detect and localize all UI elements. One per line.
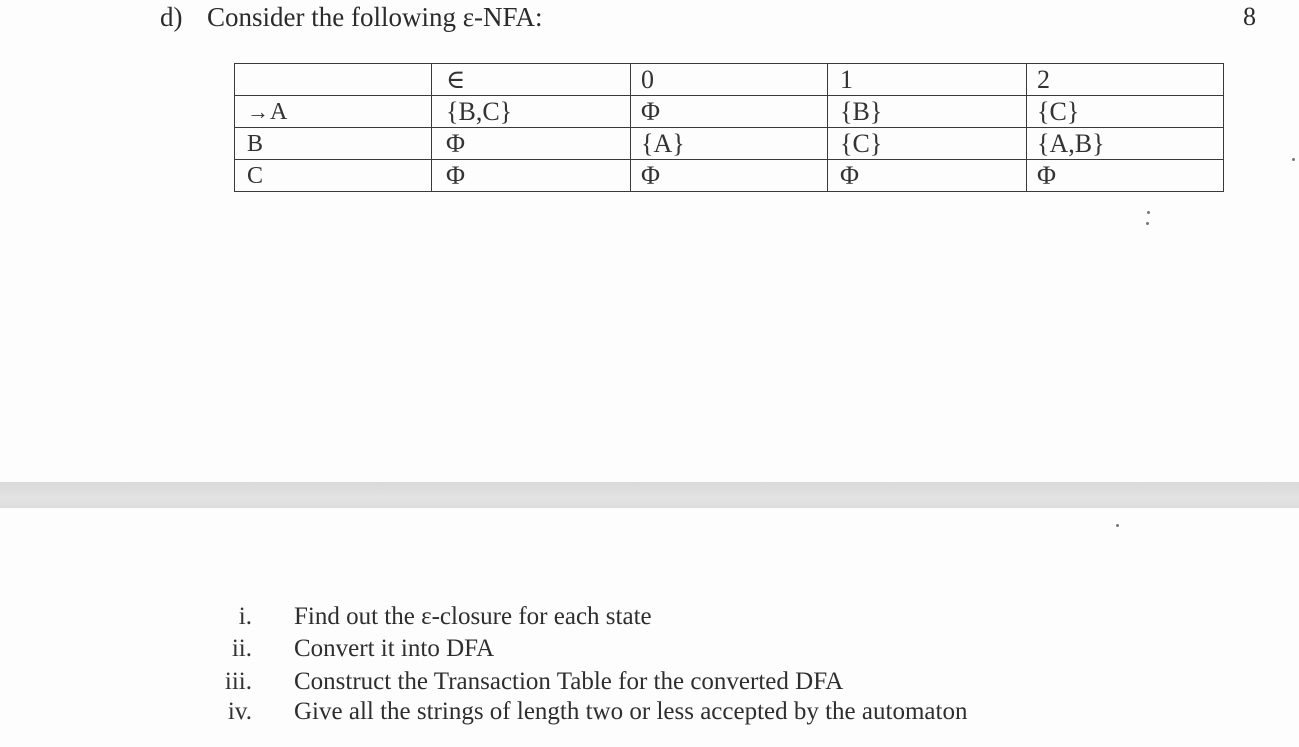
transition-cell: Φ <box>432 128 631 160</box>
transition-cell: Φ <box>631 160 828 192</box>
list-item <box>200 668 1200 698</box>
transition-cell: {A} <box>631 128 828 160</box>
scan-speck <box>1146 222 1149 225</box>
task-text: Give all the strings of length two or less accepted by the automaton <box>294 698 968 725</box>
header-cell-2: 2 <box>1027 64 1224 96</box>
state-cell <box>235 160 432 192</box>
transition-cell: {C} <box>828 128 1027 160</box>
task-number: iii. <box>224 668 252 695</box>
question-marks: 8 <box>1243 2 1256 31</box>
transition-table <box>234 63 1224 192</box>
state-label: C <box>247 162 264 189</box>
task-text: Find out the ε-closure for each state <box>294 603 652 630</box>
scan-speck <box>1147 211 1150 214</box>
transition-cell: Φ <box>631 96 828 128</box>
task-number: i. <box>238 603 252 630</box>
table-header-row <box>235 64 1224 96</box>
header-cell-1: 1 <box>828 64 1027 96</box>
transition-cell: {B,C} <box>432 96 631 128</box>
question-label: d) <box>160 2 183 32</box>
header-cell-epsilon: ∈ <box>432 64 631 96</box>
task-number: ii. <box>231 635 252 662</box>
header-cell-0: 0 <box>631 64 828 96</box>
transition-cell: {A,B} <box>1027 128 1224 160</box>
question-text: Consider the following ε-NFA: <box>207 2 543 32</box>
task-text: Construct the Transaction Table for the converted DFA <box>294 668 844 695</box>
task-text: Convert it into DFA <box>294 635 495 662</box>
transition-cell: Φ <box>1027 160 1224 192</box>
state-cell <box>235 96 432 128</box>
task-number: iv. <box>227 698 252 725</box>
list-item <box>200 603 1200 635</box>
state-label: B <box>247 130 264 157</box>
transition-cell: {B} <box>828 96 1027 128</box>
list-item <box>200 698 1200 730</box>
scan-speck <box>1116 524 1119 527</box>
state-cell <box>235 128 432 160</box>
list-item <box>200 635 1200 668</box>
task-list <box>200 603 1200 730</box>
header-cell-state <box>235 64 432 96</box>
table-row <box>235 160 1224 192</box>
scan-speck <box>1292 158 1295 161</box>
transition-cell: {C} <box>1027 96 1224 128</box>
page-break-gap <box>0 482 1299 508</box>
table-row <box>235 128 1224 160</box>
transition-cell: Φ <box>828 160 1027 192</box>
state-label: A <box>270 98 288 125</box>
transition-cell: Φ <box>432 160 631 192</box>
table-row <box>235 96 1224 128</box>
start-state-arrow-icon: → <box>247 98 269 124</box>
